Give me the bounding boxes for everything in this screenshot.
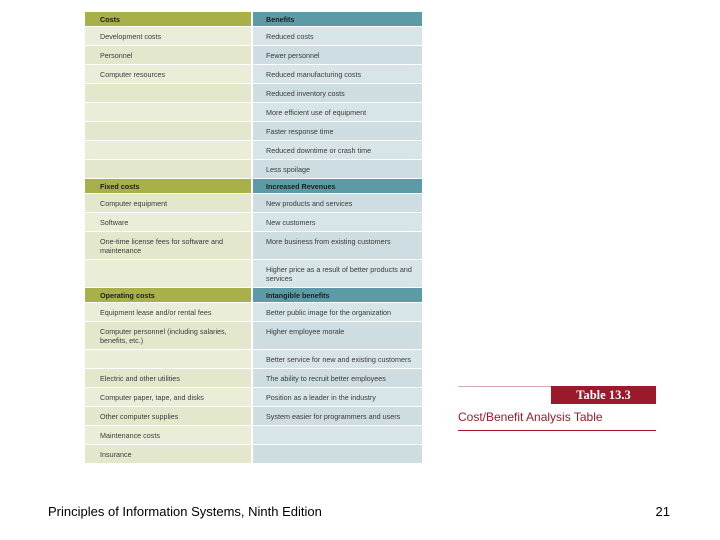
cost-cell: Computer resources — [85, 65, 253, 83]
table-row — [85, 194, 422, 213]
table-row — [85, 388, 422, 407]
cost-benefit-table — [85, 12, 422, 464]
benefit-cell: The ability to recruit better employees — [253, 369, 422, 387]
benefit-cell: Fewer personnel — [253, 46, 422, 64]
cost-cell — [85, 260, 253, 287]
footer-book-title: Principles of Information Systems, Ninth Edition — [48, 504, 322, 519]
benefit-category-header: Benefits — [253, 12, 422, 26]
table-row — [85, 46, 422, 65]
cost-category-header: Fixed costs — [85, 179, 253, 193]
benefit-cell: Less spoilage — [253, 160, 422, 178]
benefit-cell: Better service for new and existing customers — [253, 350, 422, 368]
cost-cell: Computer paper, tape, and disks — [85, 388, 253, 406]
cost-cell — [85, 122, 253, 140]
benefit-cell: Faster response time — [253, 122, 422, 140]
caption-bottom-rule — [458, 430, 656, 431]
benefit-cell: Higher employee morale — [253, 322, 422, 349]
cost-cell: Other computer supplies — [85, 407, 253, 425]
cost-category-header: Costs — [85, 12, 253, 26]
cost-cell — [85, 103, 253, 121]
table-row — [85, 369, 422, 388]
cost-cell: Software — [85, 213, 253, 231]
table-row — [85, 103, 422, 122]
table-row — [85, 84, 422, 103]
table-section-header — [85, 179, 422, 194]
benefit-cell — [253, 426, 422, 444]
table-row — [85, 407, 422, 426]
table-row — [85, 303, 422, 322]
table-number-badge: Table 13.3 — [551, 386, 656, 404]
table-body — [85, 12, 422, 464]
table-row — [85, 27, 422, 46]
benefit-cell: More business from existing customers — [253, 232, 422, 259]
benefit-cell — [253, 445, 422, 463]
table-row — [85, 445, 422, 464]
cost-cell — [85, 84, 253, 102]
benefit-cell: Reduced manufacturing costs — [253, 65, 422, 83]
benefit-cell: Better public image for the organization — [253, 303, 422, 321]
benefit-cell: System easier for programmers and users — [253, 407, 422, 425]
benefit-cell: Higher price as a result of better products and services — [253, 260, 422, 287]
cost-cell: One-time license fees for software and maintenance — [85, 232, 253, 259]
benefit-category-header: Intangible benefits — [253, 288, 422, 302]
table-row — [85, 322, 422, 350]
table-section-header — [85, 12, 422, 27]
cost-cell: Computer personnel (including salaries, benefits, etc.) — [85, 322, 253, 349]
table-row — [85, 350, 422, 369]
table-row — [85, 426, 422, 445]
cost-cell: Development costs — [85, 27, 253, 45]
benefit-cell: Position as a leader in the industry — [253, 388, 422, 406]
cost-cell — [85, 350, 253, 368]
benefit-cell: More efficient use of equipment — [253, 103, 422, 121]
benefit-cell: Reduced inventory costs — [253, 84, 422, 102]
table-section-header — [85, 288, 422, 303]
cost-cell: Maintenance costs — [85, 426, 253, 444]
table-row — [85, 65, 422, 84]
benefit-cell: New customers — [253, 213, 422, 231]
cost-cell: Insurance — [85, 445, 253, 463]
benefit-category-header: Increased Revenues — [253, 179, 422, 193]
table-row — [85, 213, 422, 232]
benefit-cell: New products and services — [253, 194, 422, 212]
table-row — [85, 160, 422, 179]
benefit-cell: Reduced downtime or crash time — [253, 141, 422, 159]
cost-cell — [85, 141, 253, 159]
cost-category-header: Operating costs — [85, 288, 253, 302]
table-title: Cost/Benefit Analysis Table — [458, 410, 603, 424]
cost-cell: Electric and other utilities — [85, 369, 253, 387]
table-row — [85, 141, 422, 160]
cost-cell: Computer equipment — [85, 194, 253, 212]
table-row — [85, 260, 422, 288]
benefit-cell: Reduced costs — [253, 27, 422, 45]
cost-cell — [85, 160, 253, 178]
cost-cell: Personnel — [85, 46, 253, 64]
cost-cell: Equipment lease and/or rental fees — [85, 303, 253, 321]
page-number: 21 — [655, 504, 670, 519]
table-row — [85, 122, 422, 141]
table-row — [85, 232, 422, 260]
